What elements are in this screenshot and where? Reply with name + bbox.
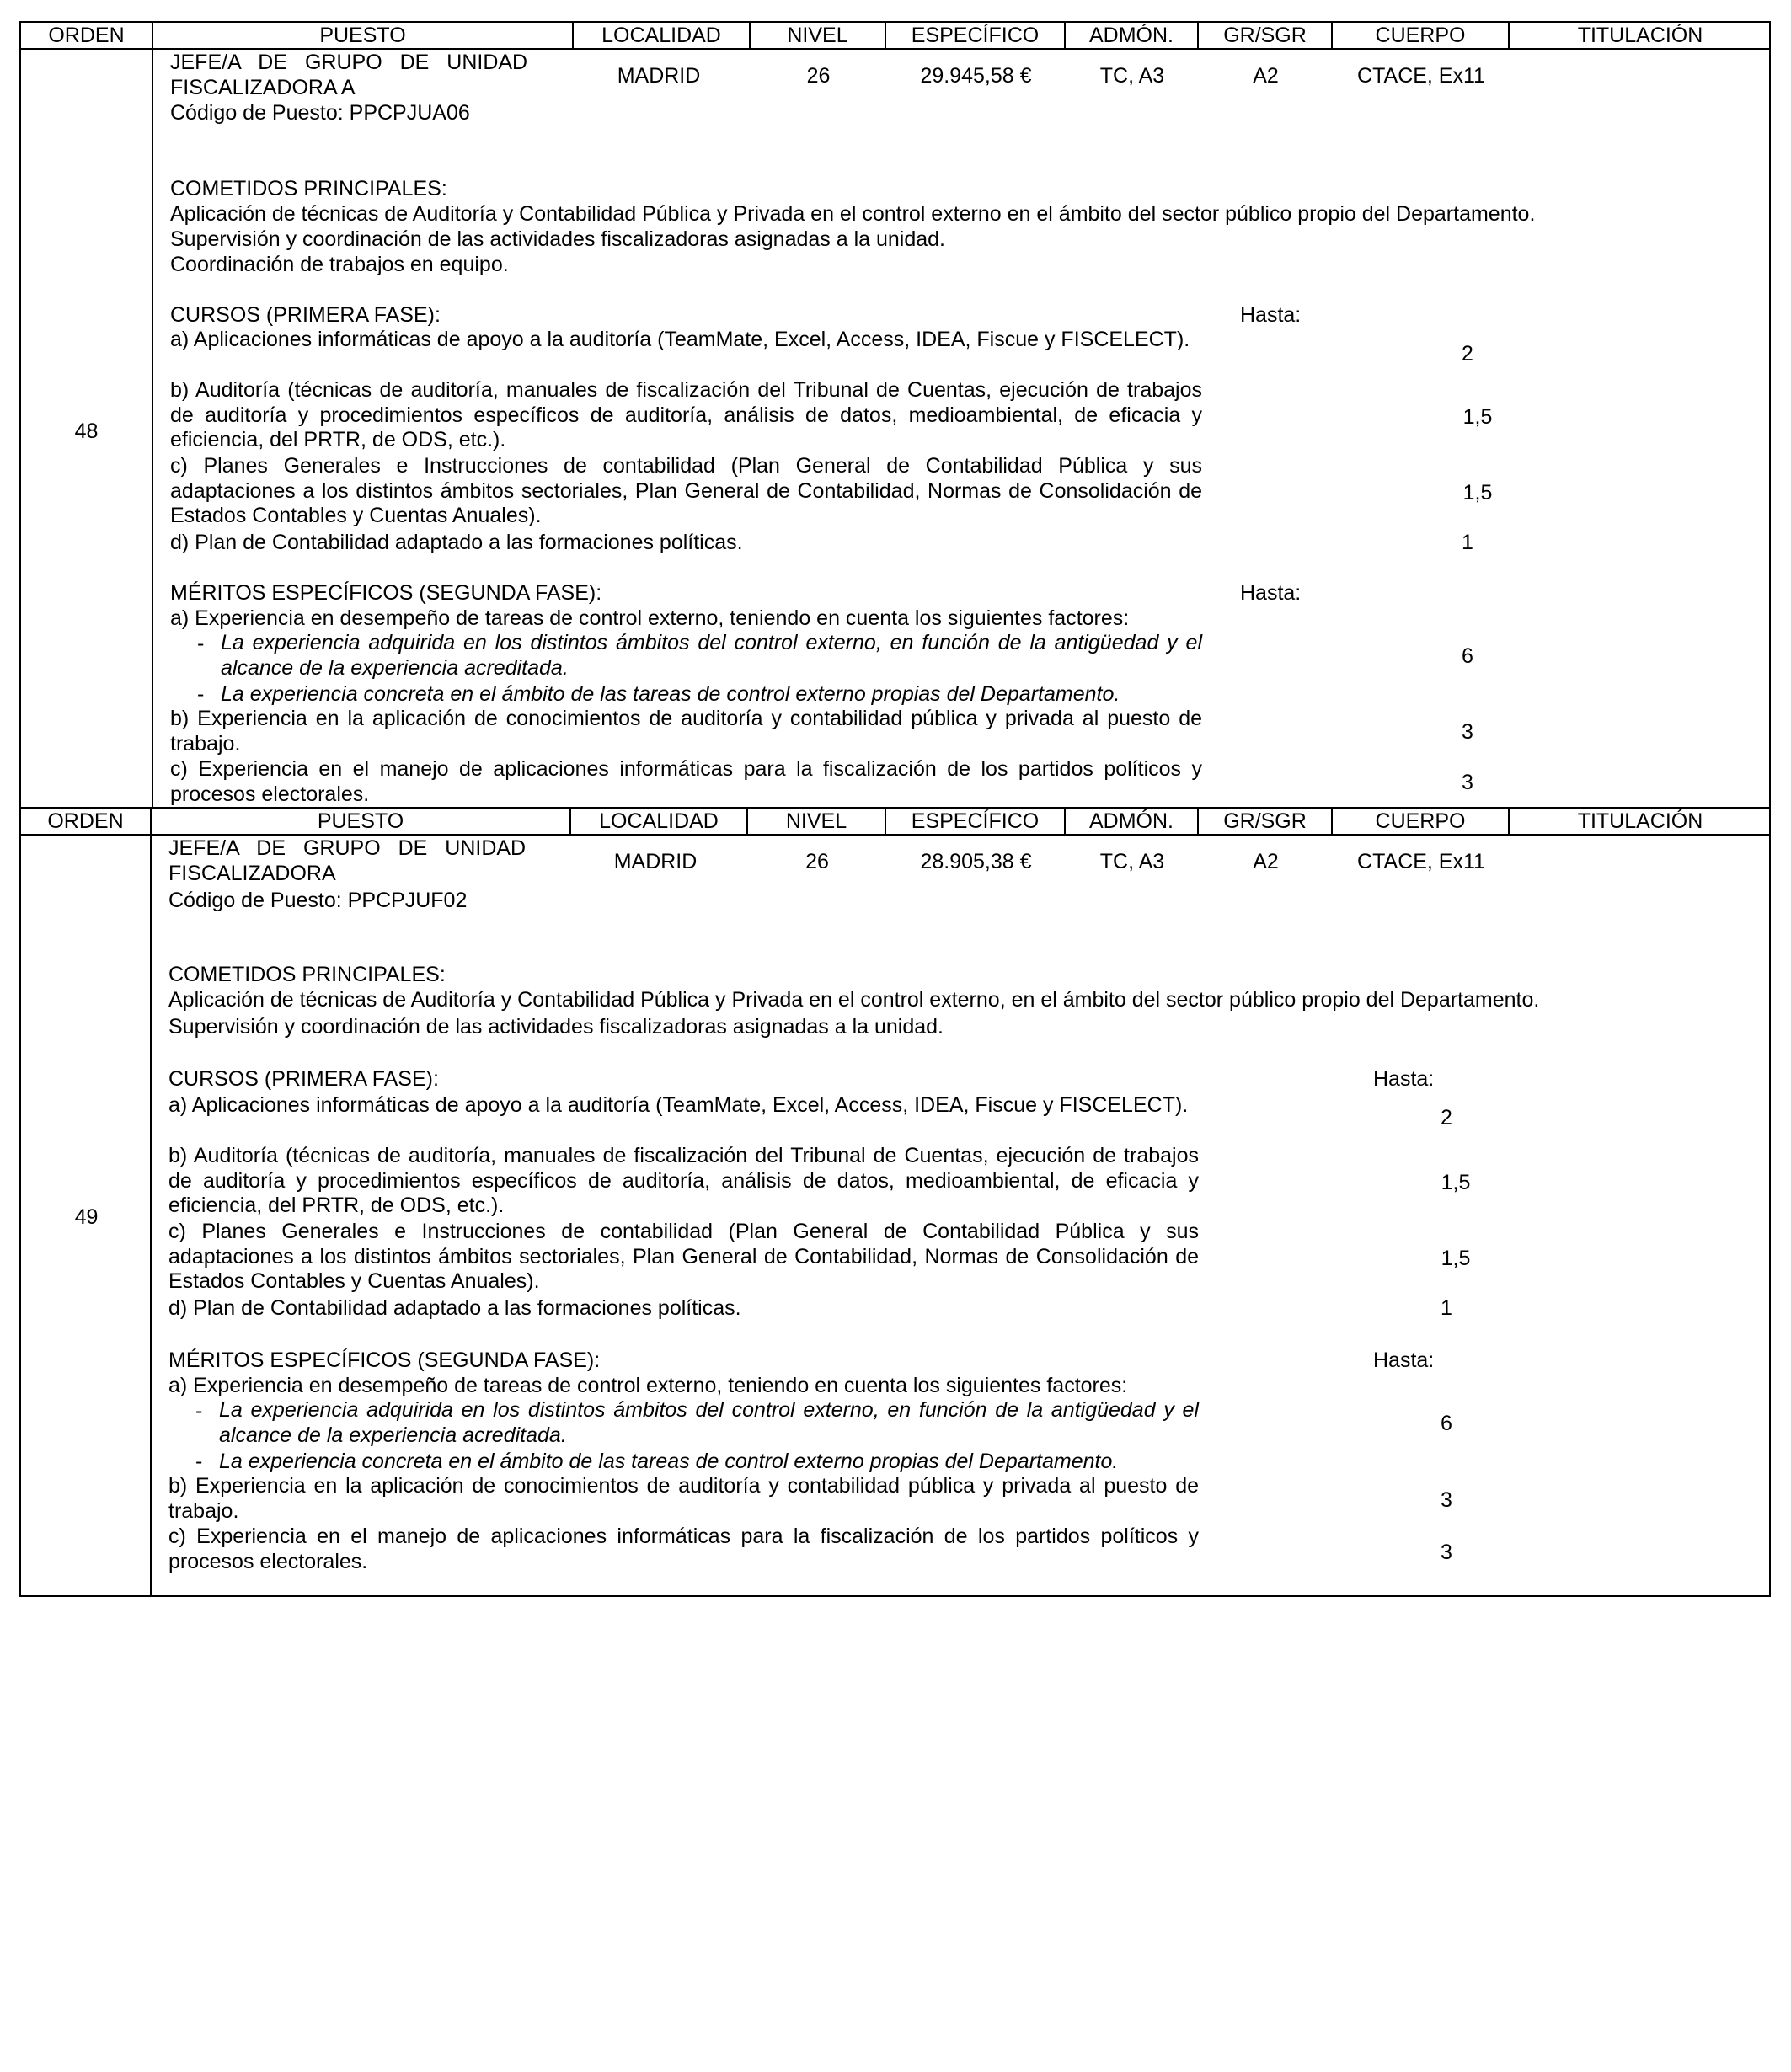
curso-item: b) Auditoría (técnicas de auditoría, manuales de fiscalización del Tribunal de Cuentas, ejecución de trabajos de auditoría y procedimientos específicos de auditoría, análisis de datos, medioambiental, de eficacia y eficiencia, del PRTR, de ODS, etc.). [170,378,1202,451]
header-grupo: GR/SGR [1199,23,1333,48]
merito-c-value: 3 [1441,1541,1452,1564]
orden-number: 48 [74,419,99,443]
header-orden: ORDEN [21,23,153,48]
header-cuerpo: CUERPO [1333,809,1510,834]
meritos-title: MÉRITOS ESPECÍFICOS (SEGUNDA FASE): [168,1348,601,1372]
curso-item: d) Plan de Contabilidad adaptado a las formaciones políticas. [168,1296,741,1320]
cometido-item: Coordinación de trabajos en equipo. [170,253,509,276]
header-grupo: GR/SGR [1199,809,1333,834]
cometido-item: Aplicación de técnicas de Auditoría y Contabilidad Pública y Privada en el control externo, en el ámbito del sector público propio del Departamento. [168,988,1540,1012]
header-localidad: LOCALIDAD [571,809,748,834]
header-localidad: LOCALIDAD [574,23,751,48]
admon-value: TC, A3 [1099,850,1165,873]
merito-a: a) Experiencia en desempeño de tareas de control externo, teniendo en cuenta los siguientes factores: [168,1374,1128,1397]
header-admon: ADMÓN. [1066,23,1199,48]
especifico-value: 28.905,38 € [920,850,1032,873]
merito-a-sub1: La experiencia adquirida en los distintos ámbitos del control externo, en función de la antigüedad y el alcance de la experiencia acreditada. [219,1398,1199,1447]
titulacion-value [1510,849,1754,874]
header-puesto: PUESTO [152,809,571,834]
merito-b-value: 3 [1441,1488,1452,1512]
cometido-item: Supervisión y coordinación de las actividades fiscalizadoras asignadas a la unidad. [168,1015,944,1039]
meritos-title: MÉRITOS ESPECÍFICOS (SEGUNDA FASE): [170,581,602,605]
merito-b: b) Experiencia en la aplicación de conocimientos de auditoría y contabilidad pública y privada al puesto de trabajo. [170,707,1202,756]
header-titulacion: TITULACIÓN [1577,809,1703,833]
job-block-48 [19,21,1771,809]
curso-item: c) Planes Generales e Instrucciones de contabilidad (Plan General de Contabilidad Pública y sus adaptaciones a los distintos ámbitos sectoriales, Plan General de Contabilidad, Normas de Consolidación de Estados Contables y Cuentas Anuales). [170,454,1202,527]
merito-a-value: 6 [1462,644,1473,668]
cursos-title: CURSOS (PRIMERA FASE): [170,303,441,327]
curso-value: 1,5 [1462,405,1493,429]
table-header [21,809,1769,836]
merito-c: c) Experiencia en el manejo de aplicaciones informáticas para la fiscalización de los partidos políticos y procesos electorales. [168,1525,1199,1573]
puesto-line1: JEFE/A DE GRUPO DE UNIDAD [168,836,527,860]
cursos-title: CURSOS (PRIMERA FASE): [168,1067,439,1091]
orden-number: 49 [74,1205,99,1229]
curso-value: 1 [1441,1296,1452,1320]
curso-value: 1 [1462,531,1473,554]
bullet-dash: - [195,1450,203,1473]
cuerpo-value: CTACE, Ex11 [1357,850,1485,873]
cometido-item: Aplicación de técnicas de Auditoría y Contabilidad Pública y Privada en el control externo en el ámbito del sector público propio del Departamento. [170,202,1536,226]
curso-item: a) Aplicaciones informáticas de apoyo a la auditoría (TeamMate, Excel, Access, IDEA, Fiscue y FISCELECT). [170,328,1190,351]
localidad-value: MADRID [617,64,701,88]
curso-item: c) Planes Generales e Instrucciones de contabilidad (Plan General de Contabilidad Pública y sus adaptaciones a los distintos ámbitos sectoriales, Plan General de Contabilidad, Normas de Consolidación de Estados Contables y Cuentas Anuales). [168,1220,1199,1293]
merito-a-sub1: La experiencia adquirida en los distintos ámbitos del control externo, en función de la antigüedad y el alcance de la experiencia acreditada. [221,631,1202,680]
hasta-label: Hasta: [1240,581,1302,605]
merito-a-sub2: La experiencia concreta en el ámbito de las tareas de control externo propias del Departamento. [221,682,1120,706]
merito-c-value: 3 [1462,771,1473,794]
grupo-value: A2 [1253,64,1279,88]
column-divider [152,48,153,807]
header-especifico: ESPECÍFICO [886,809,1066,834]
hasta-label: Hasta: [1240,303,1302,327]
cometidos-title: COMETIDOS PRINCIPALES: [168,963,446,986]
header-puesto: PUESTO [153,23,574,48]
curso-value: 2 [1441,1106,1452,1129]
merito-c: c) Experiencia en el manejo de aplicaciones informáticas para la fiscalización de los partidos políticos y procesos electorales. [170,757,1202,806]
especifico-value: 29.945,58 € [920,64,1032,88]
cometido-item: Supervisión y coordinación de las actividades fiscalizadoras asignadas a la unidad. [170,227,945,251]
curso-item: b) Auditoría (técnicas de auditoría, manuales de fiscalización del Tribunal de Cuentas, ejecución de trabajos de auditoría y procedimientos específicos de auditoría, análisis de datos, medioambiental, de eficacia y eficiencia, del PRTR, de ODS, etc.). [168,1144,1199,1217]
header-titulacion: TITULACIÓN [1577,24,1703,47]
merito-a: a) Experiencia en desempeño de tareas de control externo, teniendo en cuenta los siguientes factores: [170,606,1130,630]
cuerpo-value: CTACE, Ex11 [1357,64,1485,88]
curso-item: d) Plan de Contabilidad adaptado a las formaciones políticas. [170,531,743,554]
puesto-line1: JEFE/A DE GRUPO DE UNIDAD [170,51,528,74]
admon-value: TC, A3 [1099,64,1165,88]
nivel-value: 26 [805,850,829,873]
curso-item: a) Aplicaciones informáticas de apoyo a la auditoría (TeamMate, Excel, Access, IDEA, Fiscue y FISCELECT). [168,1093,1189,1117]
curso-value: 1,5 [1462,481,1493,505]
header-admon: ADMÓN. [1066,809,1199,834]
localidad-value: MADRID [613,850,698,873]
curso-value: 1,5 [1441,1247,1471,1270]
merito-b: b) Experiencia en la aplicación de conocimientos de auditoría y contabilidad pública y privada al puesto de trabajo. [168,1474,1199,1523]
header-cuerpo: CUERPO [1333,23,1510,48]
merito-a-sub2: La experiencia concreta en el ámbito de las tareas de control externo propias del Departamento. [219,1450,1119,1473]
puesto-line2: FISCALIZADORA A [170,76,356,99]
merito-a-value: 6 [1441,1412,1452,1435]
grupo-value: A2 [1253,850,1279,873]
job-block-49 [19,807,1771,1597]
codigo-puesto: Código de Puesto: PPCPJUF02 [168,889,468,912]
merito-b-value: 3 [1462,720,1473,744]
bullet-dash: - [197,632,205,655]
header-nivel: NIVEL [748,809,886,834]
puesto-line2: FISCALIZADORA [168,862,336,885]
header-orden: ORDEN [21,809,152,834]
curso-value: 1,5 [1441,1171,1471,1194]
nivel-value: 26 [806,64,831,88]
bullet-dash: - [197,682,205,706]
hasta-label: Hasta: [1373,1348,1435,1372]
hasta-label: Hasta: [1373,1067,1435,1091]
curso-value: 2 [1462,342,1473,366]
titulacion-value [1510,63,1754,88]
table-header [21,23,1769,50]
codigo-puesto: Código de Puesto: PPCPJUA06 [170,101,470,125]
header-nivel: NIVEL [751,23,886,48]
bullet-dash: - [195,1399,203,1423]
header-especifico: ESPECÍFICO [886,23,1066,48]
cometidos-title: COMETIDOS PRINCIPALES: [170,177,447,200]
